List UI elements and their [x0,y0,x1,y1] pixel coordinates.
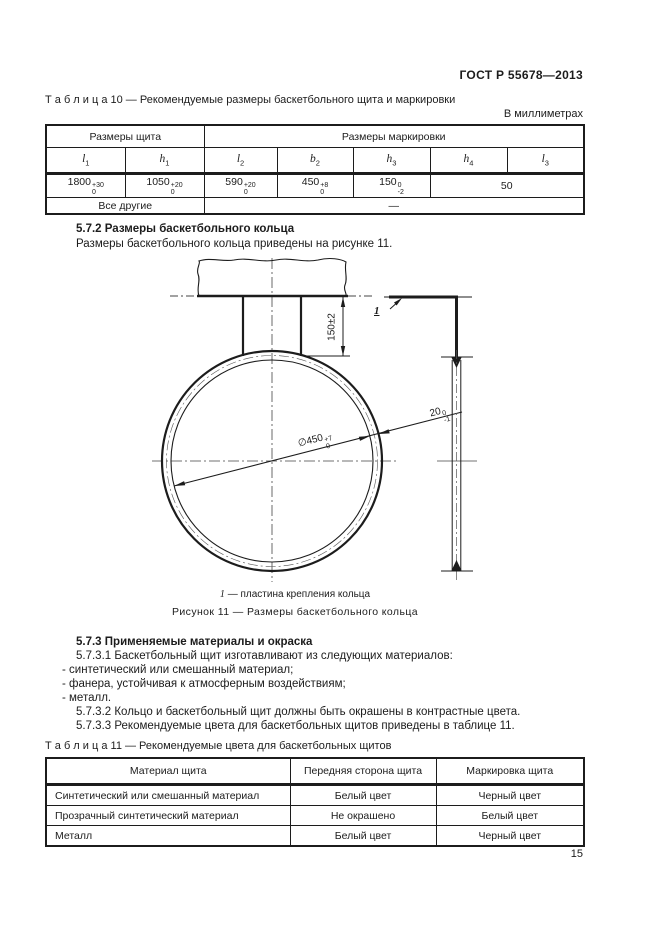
table11-row-2 [46,806,584,826]
table10-group-marking: Размеры маркировки [204,125,584,148]
table10-value-h3: 150 0 -2 [353,174,430,198]
table11-r3-material: Металл [46,826,290,847]
table10-col-h3: $h_3$ [353,148,430,174]
table10-other-row [46,198,584,215]
figure11-legend-text: — пластина крепления кольца [227,589,371,600]
dim-diameter-label: ∅450 +7 0 [296,432,334,451]
figure11-legend [45,589,545,600]
figure11-legend-number: 1 [219,589,225,600]
dim150-arrow-top [341,297,345,307]
table11-r2-material: Прозрачный синтетический материал [46,806,290,826]
section-5-7-2-heading: 5.7.2 Размеры баскетбольного кольца [76,223,295,235]
table10-variables-row [46,148,584,174]
list-item-metal: - металл. [62,692,112,704]
table11-r3-front: Белый цвет [290,826,436,847]
table11-r1-marking: Черный цвет [436,785,584,806]
table11-header-material: Материал щита [46,758,290,785]
table11-row-3 [46,826,584,847]
table10 [45,124,585,215]
table10-value-h4-l3: 50 [430,174,584,198]
table11-row-1 [46,785,584,806]
figure11-caption: Рисунок 11 — Размеры баскетбольного кольца [172,606,418,618]
units-note: В миллиметрах [503,108,583,120]
table10-other-value: — [204,198,584,215]
table11 [45,757,585,847]
table10-value-b2: 450 +8 0 [277,174,353,198]
table10-col-b2: $b_2$ [277,148,353,174]
dim150-arrow-bottom [341,346,345,356]
table11-header-marking: Маркировка щита [436,758,584,785]
table11-r2-front: Не окрашено [290,806,436,826]
table10-value-h1: 1050 +20 0 [125,174,204,198]
list-item-plywood: - фанера, устойчивая к атмосферным воздействиям; [62,678,346,690]
table11-r2-marking: Белый цвет [436,806,584,826]
table10-value-l2: 590 +20 0 [204,174,277,198]
rod-dimension-arrow [379,429,390,434]
table10-caption: Т а б л и ц а 10 — Рекомендуемые размеры баскетбольного щита и маркировки [45,94,456,106]
paragraph-5-7-3-3: 5.7.3.3 Рекомендуемые цвета для баскетбольных щитов приведены в таблице 11. [76,720,515,732]
diameter-arrow-left [174,481,185,486]
table10-group-row [46,125,584,148]
plate-callout-number: 1 [374,305,380,317]
table10-col-l1: $l_1$ [46,148,125,174]
table11-r3-marking: Черный цвет [436,826,584,847]
paragraph-5-7-3-1: 5.7.3.1 Баскетбольный щит изготавливают из следующих материалов: [76,650,453,662]
table11-header-front: Передняя сторона щита [290,758,436,785]
table10-values-row [46,174,584,198]
section-5-7-2-body: Размеры баскетбольного кольца приведены на рисунке 11. [76,238,393,250]
section-5-7-3-heading: 5.7.3 Применяемые материалы и окраска [76,636,313,648]
table11-r1-front: Белый цвет [290,785,436,806]
table10-col-h4: $h_4$ [430,148,507,174]
table11-caption: Т а б л и ц а 11 — Рекомендуемые цвета для баскетбольных щитов [45,740,392,752]
table10-col-h1: $h_1$ [125,148,204,174]
table10-other-label: Все другие [46,198,204,215]
list-item-synthetic: - синтетический или смешанный материал; [62,664,294,676]
page-number: 15 [570,848,583,860]
paragraph-5-7-3-2: 5.7.3.2 Кольцо и баскетбольный щит должны быть окрашены в контрастные цвета. [76,706,521,718]
dim-rod-label: 20 0 -1 [428,406,452,424]
table10-col-l3: $l_3$ [507,148,584,174]
ring-side-bottom-section [452,560,462,571]
table10-value-l1: 1800 +30 0 [46,174,125,198]
diameter-arrow-right [359,436,370,441]
document-code: ГОСТ Р 55678—2013 [459,68,583,82]
table11-r1-material: Синтетический или смешанный материал [46,785,290,806]
dim-150-label: 150±2 [326,313,338,341]
table11-header-row [46,758,584,785]
table10-col-l2: $l_2$ [204,148,277,174]
table10-group-shield: Размеры щита [46,125,204,148]
